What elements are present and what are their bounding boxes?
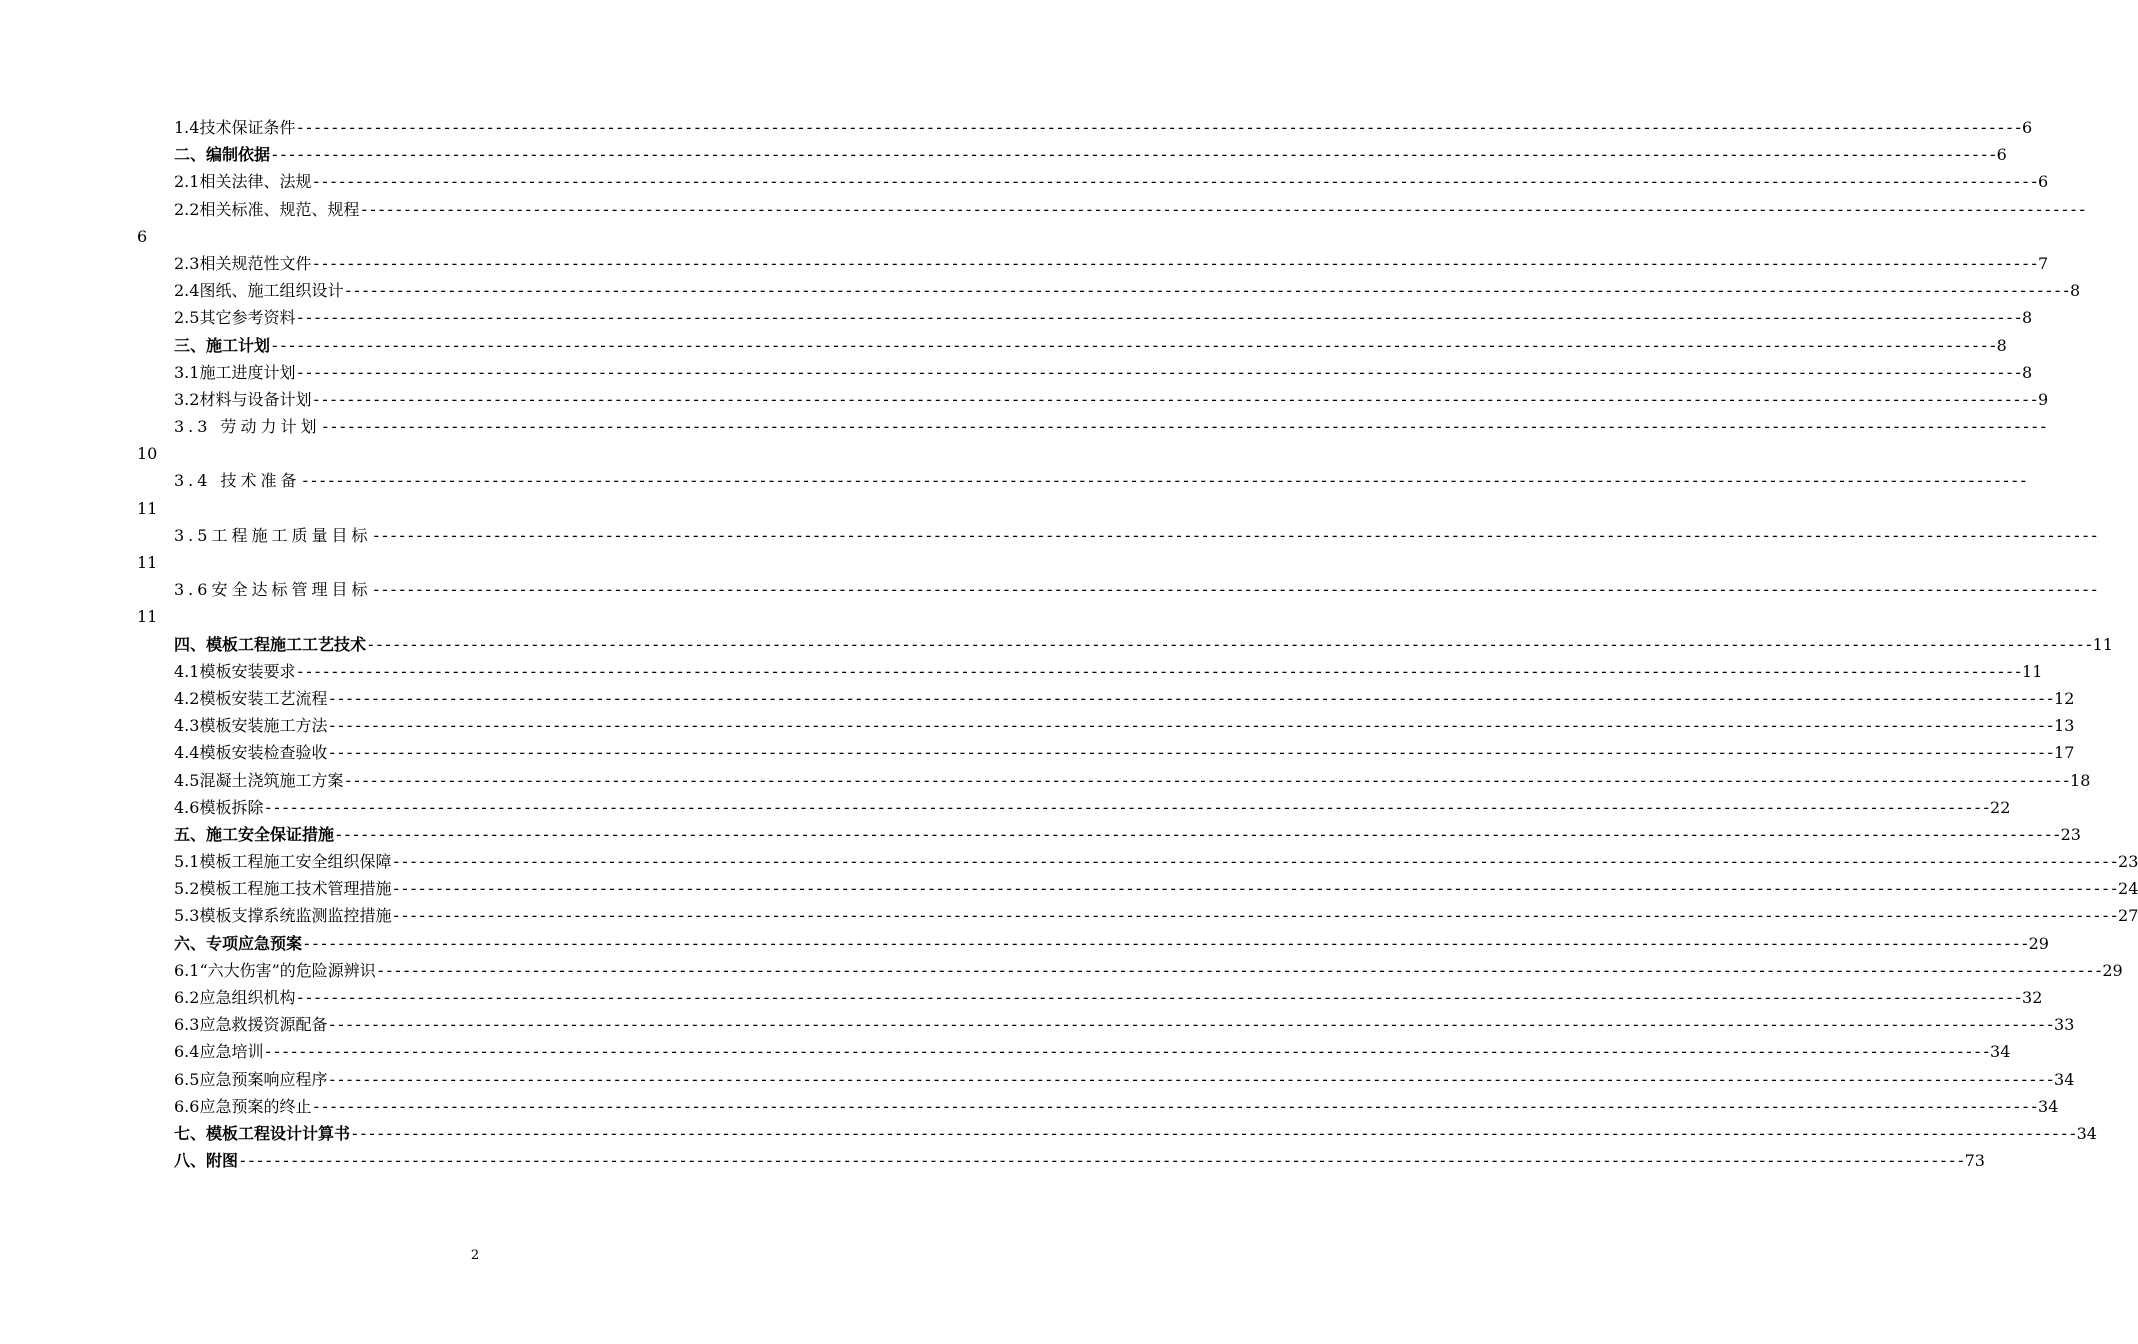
toc-entry-label: 五、施工安全保证措施 [174, 824, 335, 844]
toc-entry-page: 32 [2022, 988, 2043, 1007]
toc-entry-page: 24 [2118, 879, 2138, 899]
toc-entry-page: 34 [2038, 1096, 2059, 1116]
toc-entry-row [174, 1038, 2011, 1065]
toc-entry-label: 3.6安全达标管理目标 [174, 580, 372, 600]
toc-entry-wrap-line [0, 549, 950, 576]
toc-entry[interactable] [0, 332, 2007, 359]
toc-leader: -------------------------------------------------------------------------------------------------------------------------------------------------------------------------------------------------------- [295, 118, 2023, 137]
toc-entry-page: 33 [2054, 1015, 2075, 1035]
toc-entry-page: 34 [1990, 1042, 2011, 1062]
toc-entry-label: 三、施工计划 [174, 335, 271, 355]
toc-leader: -------------------------------------------------------------------------------------------------------------------------------------------------------------------------------------------------------- [343, 770, 2071, 790]
toc-entry-label: 4.2模板安装工艺流程 [174, 688, 328, 708]
toc-leader: -------------------------------------------------------------------------------------------------------------------------------------------------------------------------------------------------------- [270, 145, 1997, 165]
toc-leader: -------------------------------------------------------------------------------------------------------------------------------------------------------------------------------------------------------- [295, 988, 2023, 1007]
toc-entry-label: 二、编制依据 [174, 145, 271, 165]
toc-entry[interactable] [0, 304, 2033, 331]
toc-entry-row [174, 332, 2007, 359]
toc-entry-label: 八、附图 [174, 1151, 239, 1171]
toc-entry-page: 11 [137, 553, 158, 572]
toc-entry[interactable] [0, 277, 2081, 304]
toc-entry[interactable] [0, 767, 2091, 794]
toc-leader: -------------------------------------------------------------------------------------------------------------------------------------------------------------------------------------------------------- [391, 879, 2119, 899]
toc-entry-label: 3.2材料与设备计划 [174, 389, 312, 409]
toc-entry-page: 27 [2118, 906, 2138, 926]
toc-entry[interactable] [0, 984, 2043, 1011]
toc-entry-label: 2.2相关标准、规范、规程 [174, 199, 360, 219]
toc-entry[interactable] [0, 522, 2099, 549]
toc-entry-row [174, 767, 2091, 794]
toc-entry-row [174, 114, 2033, 141]
toc-entry[interactable] [0, 794, 2011, 821]
toc-entry-row [174, 902, 2138, 929]
toc-entry-row [174, 386, 2049, 413]
toc-entry-row [174, 875, 2138, 902]
toc-entry[interactable] [0, 712, 2075, 739]
toc-entry-label: 6.1“六大伤害”的危险源辨识 [174, 960, 376, 980]
toc-entry-label: 4.3模板安装施工方法 [174, 716, 328, 736]
toc-leader: -------------------------------------------------------------------------------------------------------------------------------------------------------------------------------------------------------- [302, 933, 2029, 953]
toc-entry[interactable] [0, 467, 2028, 494]
toc-entry-row [174, 1120, 2097, 1147]
toc-entry-page: 6 [137, 226, 148, 246]
toc-leader: -------------------------------------------------------------------------------------------------------------------------------------------------------------------------------------------------------- [327, 1015, 2055, 1035]
toc-entry-page: 34 [2076, 1123, 2097, 1143]
toc-entry-row [174, 250, 2049, 277]
toc-entry-row [174, 576, 2099, 603]
toc-entry-label: 3.1施工进度计划 [174, 362, 296, 382]
toc-entry-row [174, 1093, 2059, 1120]
toc-entry[interactable] [0, 1066, 2075, 1093]
toc-entry-page: 29 [2028, 933, 2049, 953]
toc-entry-page: 8 [1996, 335, 2007, 355]
toc-entry[interactable] [0, 821, 2081, 848]
toc-entry-label: 4.1模板安装要求 [174, 661, 296, 681]
toc-entry-page: 22 [1990, 797, 2011, 817]
toc-entry-row [174, 1066, 2075, 1093]
toc-leader: -------------------------------------------------------------------------------------------------------------------------------------------------------------------------------------------------------- [350, 1123, 2077, 1143]
toc-entry[interactable] [0, 576, 2099, 603]
toc-entry-page: 12 [2054, 688, 2075, 708]
toc-leader: -------------------------------------------------------------------------------------------------------------------------------------------------------------------------------------------------------- [327, 1069, 2055, 1089]
toc-leader: -------------------------------------------------------------------------------------------------------------------------------------------------------------------------------------------------------- [263, 797, 1991, 817]
toc-leader: -------------------------------------------------------------------------------------------------------------------------------------------------------------------------------------------------------- [327, 716, 2055, 736]
toc-entry-label: 4.4模板安装检查验收 [174, 743, 328, 763]
toc-entry-label: 2.3相关规范性文件 [174, 253, 312, 273]
toc-entry-page: 23 [2118, 852, 2138, 872]
toc-leader: -------------------------------------------------------------------------------------------------------------------------------------------------------------------------------------------------------- [270, 335, 1997, 355]
toc-entry-wrap-line [0, 223, 950, 250]
toc-leader: -------------------------------------------------------------------------------------------------------------------------------------------------------------------------------------------------------- [300, 471, 2028, 491]
toc-leader: -------------------------------------------------------------------------------------------------------------------------------------------------------------------------------------------------------- [375, 960, 2103, 980]
toc-entry-row [174, 794, 2011, 821]
toc-entry[interactable] [0, 168, 2049, 195]
toc-entry-row [174, 930, 2049, 957]
toc-entry-label: 六、专项应急预案 [174, 933, 303, 953]
toc-entry-page: 11 [2022, 661, 2043, 681]
table-of-contents [0, 114, 2138, 1174]
toc-entry-label: 5.3模板支撑系统监测监控措施 [174, 906, 392, 926]
toc-leader: -------------------------------------------------------------------------------------------------------------------------------------------------------------------------------------------------------- [371, 580, 2099, 600]
toc-entry-page: 6 [2022, 118, 2033, 137]
toc-entry-row [174, 1011, 2075, 1038]
toc-entry-row [174, 739, 2075, 766]
toc-entry-page: 9 [2038, 389, 2049, 409]
toc-entry[interactable] [0, 196, 2087, 223]
toc-entry-row [174, 304, 2033, 331]
toc-entry-wrap-line [0, 603, 950, 630]
toc-entry-page: 17 [2054, 743, 2075, 763]
toc-entry-row [174, 712, 2075, 739]
toc-entry-row [174, 359, 2033, 386]
toc-entry-label: 四、模板工程施工工艺技术 [174, 634, 367, 654]
toc-entry-row [174, 658, 2043, 685]
toc-entry[interactable] [0, 631, 2113, 658]
toc-leader: -------------------------------------------------------------------------------------------------------------------------------------------------------------------------------------------------------- [295, 362, 2023, 382]
toc-entry-page: 8 [2022, 362, 2033, 382]
toc-entry-label: 1.4技术保证条件 [174, 118, 296, 137]
toc-entry-row [174, 141, 2007, 168]
toc-entry-page: 8 [2022, 308, 2033, 328]
toc-entry-page: 6 [1996, 145, 2007, 165]
toc-entry-row [174, 413, 2048, 440]
toc-entry[interactable] [0, 250, 2049, 277]
toc-entry-label: 3.3 劳动力计划 [174, 417, 321, 437]
toc-entry-row [174, 1147, 1985, 1174]
toc-entry-row [174, 522, 2099, 549]
toc-entry-page: 29 [2102, 960, 2123, 980]
toc-entry-label: 4.5混凝土浇筑施工方案 [174, 770, 344, 790]
toc-entry-label: 6.6应急预案的终止 [174, 1096, 312, 1116]
toc-entry-page: 73 [1964, 1151, 1985, 1171]
toc-entry-row [174, 277, 2081, 304]
toc-leader: -------------------------------------------------------------------------------------------------------------------------------------------------------------------------------------------------------- [391, 852, 2119, 872]
toc-entry-label: 5.2模板工程施工技术管理措施 [174, 879, 392, 899]
toc-entry-page: 8 [2070, 281, 2081, 301]
toc-entry[interactable] [0, 1093, 2059, 1120]
toc-leader: -------------------------------------------------------------------------------------------------------------------------------------------------------------------------------------------------------- [263, 1042, 1991, 1062]
toc-leader: -------------------------------------------------------------------------------------------------------------------------------------------------------------------------------------------------------- [311, 253, 2039, 273]
toc-entry[interactable] [0, 957, 2123, 984]
toc-entry-row [174, 957, 2123, 984]
toc-entry-page: 11 [137, 498, 158, 518]
toc-leader: -------------------------------------------------------------------------------------------------------------------------------------------------------------------------------------------------------- [311, 389, 2039, 409]
toc-leader: -------------------------------------------------------------------------------------------------------------------------------------------------------------------------------------------------------- [366, 634, 2093, 654]
toc-entry[interactable] [0, 1120, 2097, 1147]
toc-leader: -------------------------------------------------------------------------------------------------------------------------------------------------------------------------------------------------------- [327, 688, 2055, 708]
toc-entry-label: 七、模板工程设计计算书 [174, 1123, 351, 1143]
toc-entry-label: 6.5应急预案响应程序 [174, 1069, 328, 1089]
toc-entry-label: 5.1模板工程施工安全组织保障 [174, 852, 392, 872]
toc-entry[interactable] [0, 875, 2138, 902]
toc-entry[interactable] [0, 359, 2033, 386]
toc-entry-row [174, 984, 2043, 1011]
toc-entry-row [174, 196, 2087, 223]
toc-entry-label: 6.2应急组织机构 [174, 988, 296, 1007]
toc-entry-page: 7 [2038, 253, 2049, 273]
toc-entry[interactable] [0, 1147, 1985, 1174]
toc-entry-row [174, 168, 2049, 195]
toc-entry-label: 2.1相关法律、法规 [174, 172, 312, 192]
toc-entry-label: 6.4应急培训 [174, 1042, 264, 1062]
toc-leader: -------------------------------------------------------------------------------------------------------------------------------------------------------------------------------------------------------- [334, 824, 2061, 844]
toc-entry-page: 18 [2070, 770, 2091, 790]
toc-entry[interactable] [0, 1038, 2011, 1065]
toc-entry-page: 10 [137, 444, 158, 464]
toc-entry[interactable] [0, 1011, 2075, 1038]
toc-entry[interactable] [0, 848, 2138, 875]
toc-leader: -------------------------------------------------------------------------------------------------------------------------------------------------------------------------------------------------------- [391, 906, 2119, 926]
toc-entry[interactable] [0, 114, 2033, 141]
toc-leader: -------------------------------------------------------------------------------------------------------------------------------------------------------------------------------------------------------- [359, 199, 2087, 219]
toc-entry-row [174, 685, 2075, 712]
toc-leader: -------------------------------------------------------------------------------------------------------------------------------------------------------------------------------------------------------- [238, 1151, 1965, 1171]
toc-entry-page: 13 [2054, 716, 2075, 736]
toc-leader: -------------------------------------------------------------------------------------------------------------------------------------------------------------------------------------------------------- [295, 308, 2023, 328]
toc-entry-wrap-line [0, 495, 950, 522]
toc-entry-label: 2.4图纸、施工组织设计 [174, 281, 344, 301]
toc-leader: -------------------------------------------------------------------------------------------------------------------------------------------------------------------------------------------------------- [327, 743, 2055, 763]
toc-leader: -------------------------------------------------------------------------------------------------------------------------------------------------------------------------------------------------------- [311, 1096, 2039, 1116]
toc-leader: -------------------------------------------------------------------------------------------------------------------------------------------------------------------------------------------------------- [295, 661, 2023, 681]
toc-leader: -------------------------------------------------------------------------------------------------------------------------------------------------------------------------------------------------------- [320, 417, 2048, 437]
toc-entry-wrap-line [0, 440, 950, 467]
toc-entry-label: 4.6模板拆除 [174, 797, 264, 817]
toc-entry[interactable] [0, 739, 2075, 766]
toc-leader: -------------------------------------------------------------------------------------------------------------------------------------------------------------------------------------------------------- [343, 281, 2071, 301]
toc-entry-row [174, 821, 2081, 848]
toc-entry-row [174, 848, 2138, 875]
toc-entry-row [174, 467, 2028, 494]
toc-leader: -------------------------------------------------------------------------------------------------------------------------------------------------------------------------------------------------------- [311, 172, 2039, 192]
toc-leader: -------------------------------------------------------------------------------------------------------------------------------------------------------------------------------------------------------- [371, 525, 2099, 545]
toc-entry-page: 34 [2054, 1069, 2075, 1089]
toc-entry[interactable] [0, 413, 2048, 440]
toc-entry-label: 6.3应急救援资源配备 [174, 1015, 328, 1035]
page-number: 2 [470, 1248, 480, 1263]
toc-entry[interactable] [0, 902, 2138, 929]
toc-entry[interactable] [0, 386, 2049, 413]
toc-entry[interactable] [0, 685, 2075, 712]
toc-entry-page: 11 [137, 607, 158, 627]
toc-entry-row [174, 631, 2113, 658]
toc-entry[interactable] [0, 141, 2007, 168]
toc-entry-label: 3.5工程施工质量目标 [174, 525, 372, 545]
toc-entry-page: 23 [2060, 824, 2081, 844]
toc-entry-page: 11 [2092, 634, 2113, 654]
toc-entry-label: 2.5其它参考资料 [174, 308, 296, 328]
toc-entry-page: 6 [2038, 172, 2049, 192]
toc-entry[interactable] [0, 658, 2043, 685]
toc-entry[interactable] [0, 930, 2049, 957]
toc-entry-label: 3.4 技术准备 [174, 471, 301, 491]
